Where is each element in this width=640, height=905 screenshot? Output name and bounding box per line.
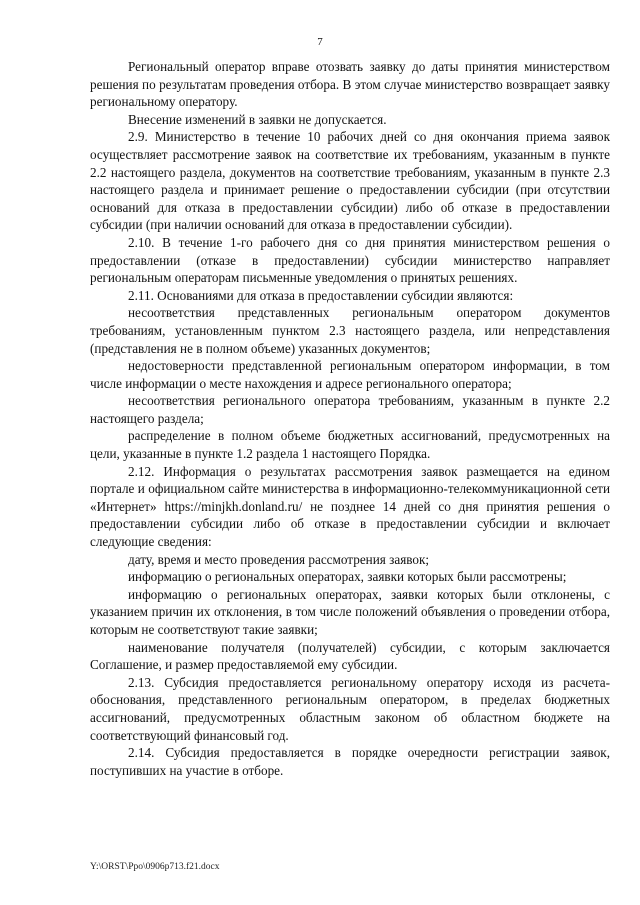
page-number: 7 bbox=[317, 36, 323, 48]
paragraph-2-13: 2.13. Субсидия предоставляется региональному оператору исходя из расчета-обоснования, представленного региональным оператором, в пределах бюджетных ассигнований, предусмотренных областным законом об областном бюджете на соответствующий финансовый год. bbox=[90, 674, 610, 743]
paragraph-refusal-reason-1: несоответствия представленных региональным оператором документов требованиям, установленным пунктом 2.3 настоящего раздела, или непредставления (представления не в полном объеме) указанных документов; bbox=[90, 305, 610, 356]
paragraph-info-item-2: информацию о региональных операторах, заявки которых были рассмотрены; bbox=[128, 569, 567, 585]
paragraph-2-10: 2.10. В течение 1-го рабочего дня со дня принятия министерством решения о предоставлении (отказе в предоставлении) субсидии министерство направляет региональным операторам письменные уведомления о принятых решениях. bbox=[90, 234, 610, 286]
paragraph-refusal-reason-2: недостоверности представленной региональным оператором информации, в том числе информации о месте нахождения и адресе регионального оператора; bbox=[90, 358, 610, 391]
paragraph-2-11: 2.11. Основаниями для отказа в предоставлении субсидии являются: bbox=[128, 287, 514, 303]
paragraph-2-9: 2.9. Министерство в течение 10 рабочих дней со дня окончания приема заявок осуществляет рассмотрение заявок на соответствие их требованиям, указанным в пункте 2.2 настоящего раздела, документов на соответствие требованиям, указанным в пункте 2.3 настоящего раздела и принимает решение о предоставлении субсидии (при отсутствии оснований для отказа в предоставлении субсидии) либо об отказе в предоставлении субсидии (при наличии оснований для отказа в предоставлении субсидии). bbox=[90, 129, 610, 233]
paragraph-refusal-reason-3: несоответствия регионального оператора требованиям, указанным в пункте 2.2 настоящего раздела; bbox=[90, 393, 610, 426]
paragraph-info-item-4: наименование получателя (получателей) субсидии, с которым заключается Соглашение, и размер предоставляемой ему субсидии. bbox=[90, 639, 610, 673]
paragraph-info-item-3: информацию о региональных операторах, заявки которых были отклонены, с указанием причин их отклонения, в том числе положений объявления о проведении отбора, которым не соответствуют такие заявки; bbox=[90, 586, 610, 637]
paragraph-withdraw-application: Региональный оператор вправе отозвать заявку до даты принятия министерством решения по результатам проведения отбора. В этом случае министерство возвращает заявку региональному оператору. bbox=[90, 59, 610, 110]
paragraph-2-12: 2.12. Информация о результатах рассмотрения заявок размещается на едином портале и официальном сайте министерства в информационно-телекоммуникационной сети «Интернет» https://minjkh.donland.ru/ не позднее 14 дней со дня принятия решения о предоставлении субсидии либо об отказе в предоставлении субсидии и включает следующие сведения: bbox=[90, 463, 610, 550]
document-body bbox=[90, 58, 610, 779]
footer-file-path: Y:\ORST\Ppo\0906p713.f21.docx bbox=[90, 862, 220, 872]
paragraph-info-item-1: дату, время и место проведения рассмотрения заявок; bbox=[128, 551, 430, 567]
paragraph-no-changes: Внесение изменений в заявки не допускается. bbox=[128, 111, 387, 127]
paragraph-2-14: 2.14. Субсидия предоставляется в порядке очередности регистрации заявок, поступивших на участие в отборе. bbox=[90, 745, 610, 778]
paragraph-refusal-reason-4: распределение в полном объеме бюджетных ассигнований, предусмотренных на цели, указанные в пункте 1.2 раздела 1 настоящего Порядка. bbox=[90, 428, 610, 462]
